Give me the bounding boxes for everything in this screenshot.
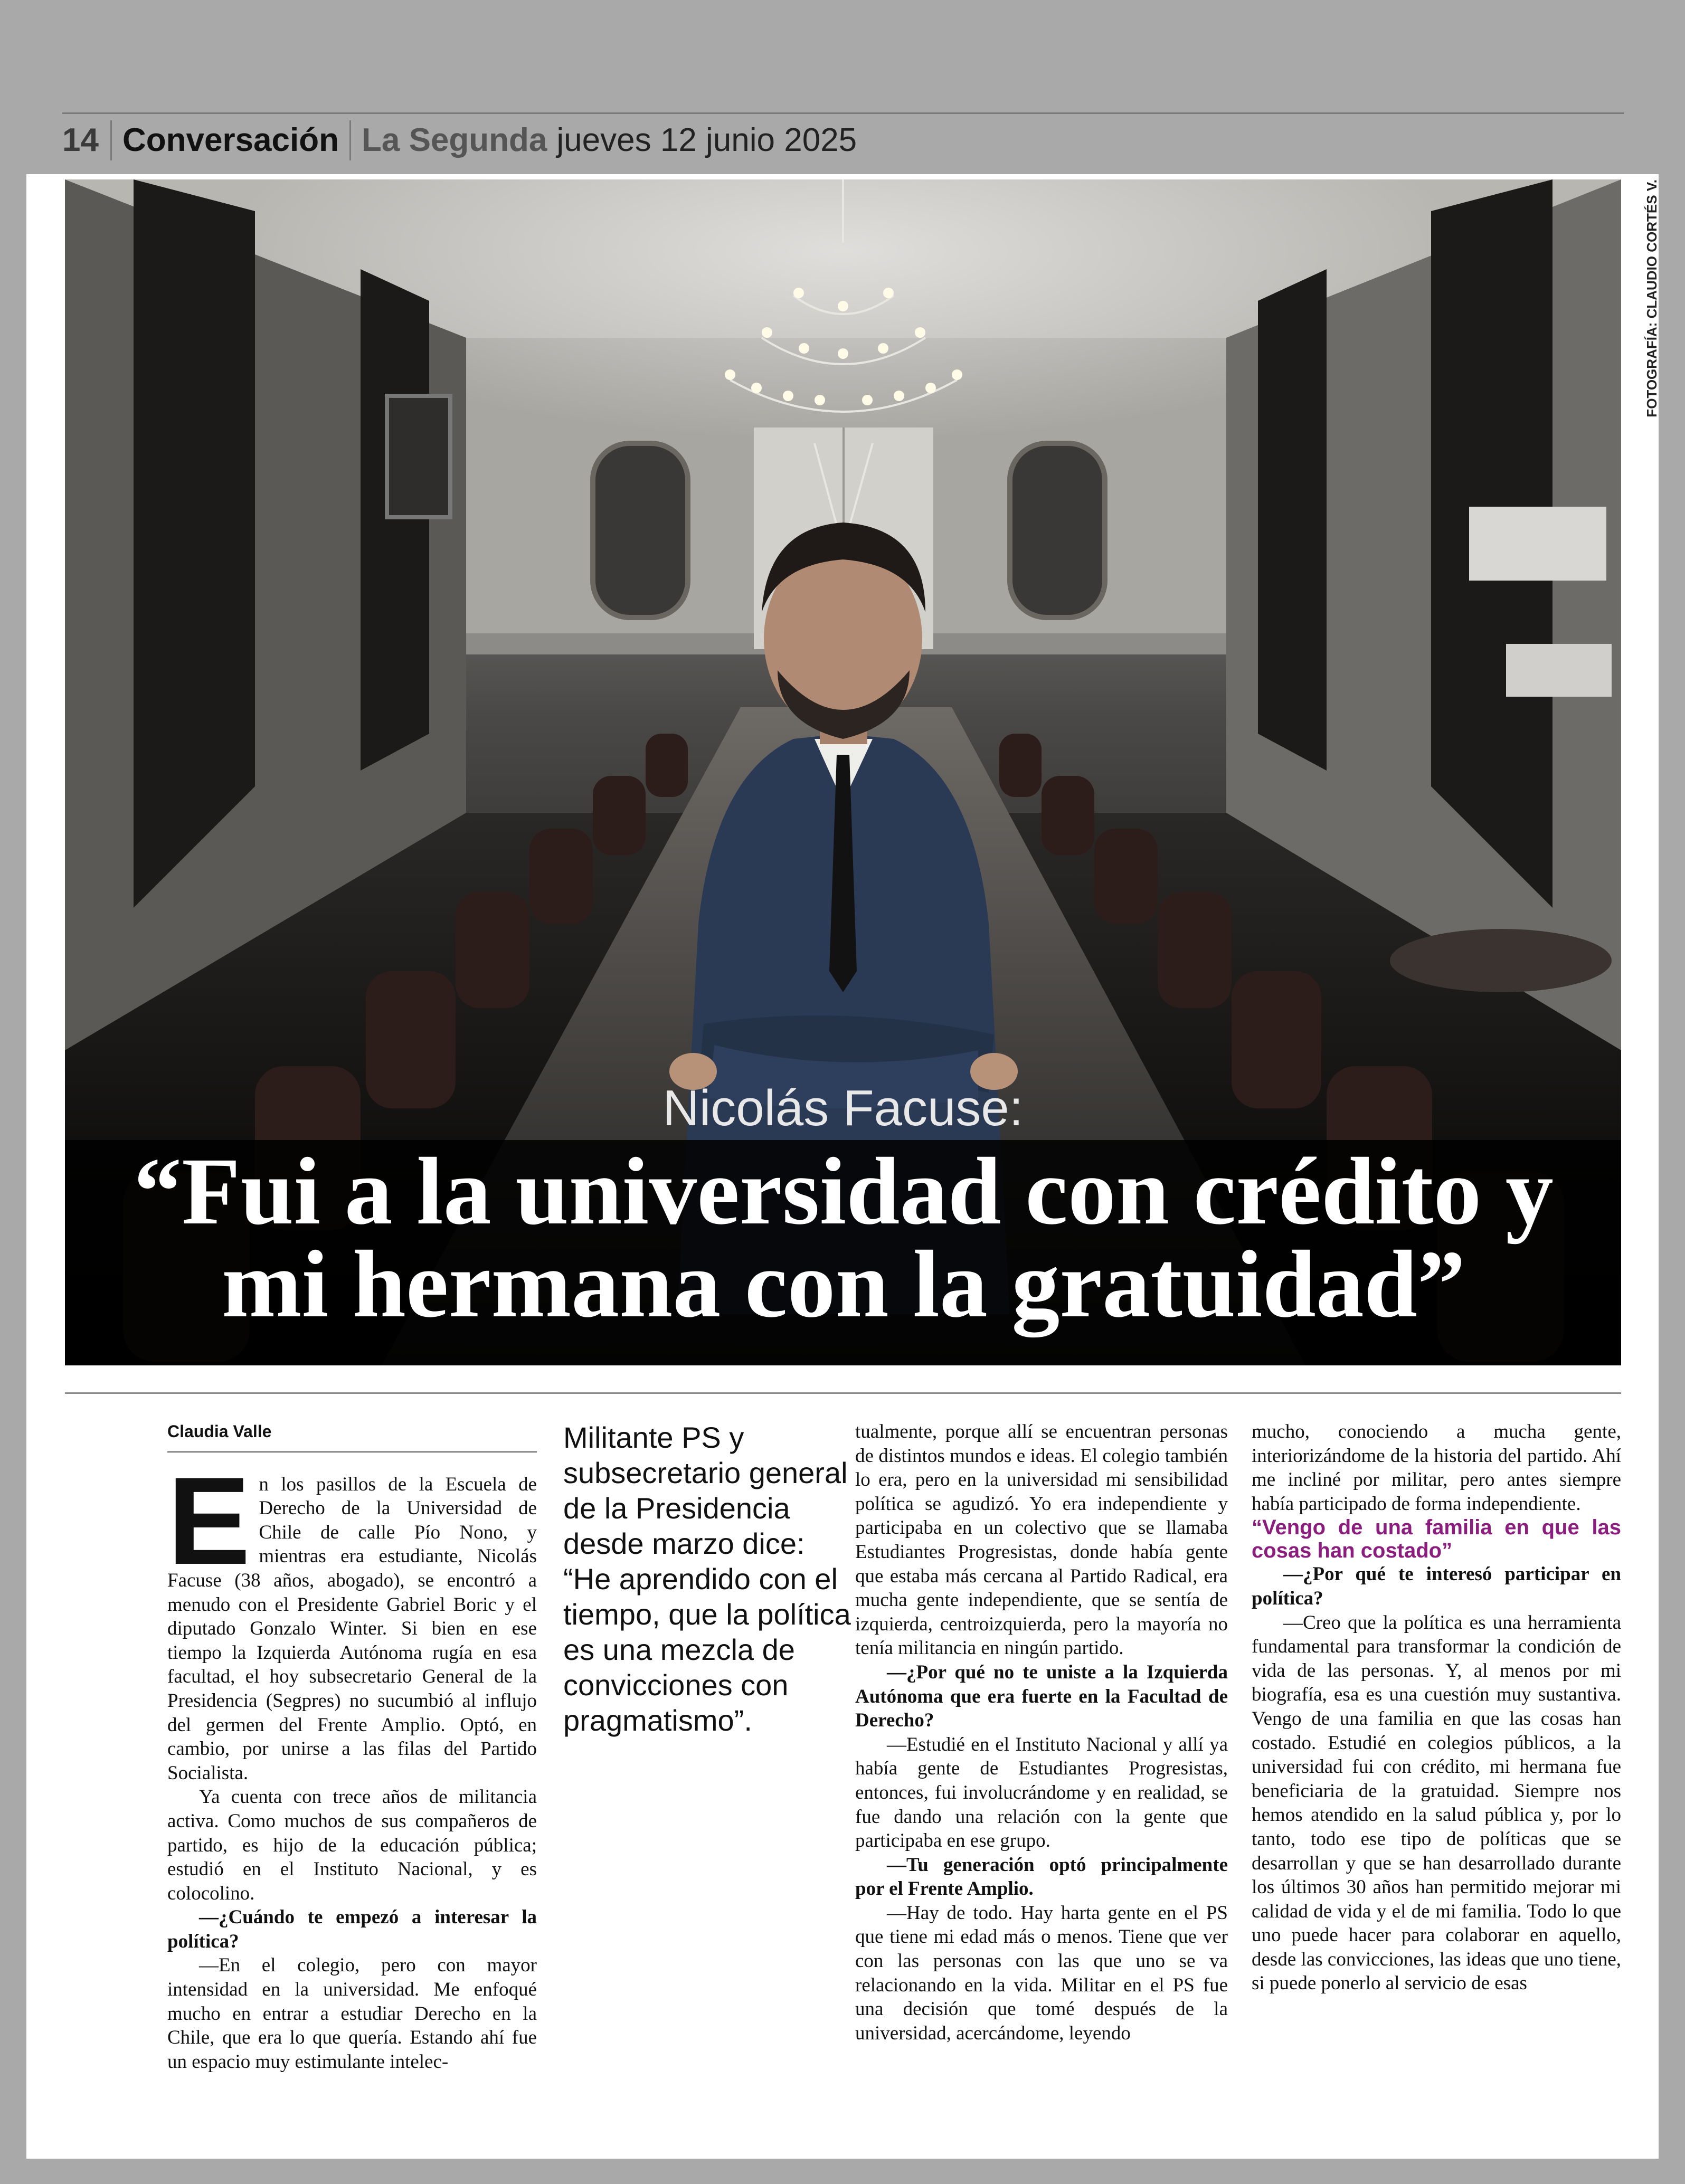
interview-question: —¿Por qué te interesó participar en política? [1252,1563,1621,1609]
article-column-3 [855,1420,1228,2045]
newspaper-name: La Segunda [362,122,547,158]
byline: Claudia Valle [167,1420,537,1452]
interview-question: —¿Por qué no te uniste a la Izquierda Autónoma que era fuerte en la Facultad de Derecho? [855,1661,1228,1732]
portrait-photo [65,179,1621,1365]
pull-quote: Militante PS y subsecretario general de la Presidencia desde marzo dice: “He aprendido con el tiempo, que la política es una mezcla de convicciones con pragmatismo”. [563,1421,851,1737]
section-name: Conversación [112,120,351,160]
interview-question: —Tu generación optó principalmente por el Frente Amplio. [855,1854,1228,1900]
header-rule [62,112,1624,114]
article-headline: “Fui a la universidad con crédito y mi hermana con la gratuidad” [134,1138,1554,1337]
photo-credit [1641,179,1662,454]
paragraph: —En el colegio, pero con mayor intensidad en la universidad. Me enfoqué mucho en entrar a estudiar Derecho en la Chile, que era lo que quería. Estando ahí fue un espacio muy estimulante intelec- [167,1954,537,2073]
issue-date: jueves 12 junio 2025 [556,122,857,158]
paragraph: tualmente, porque allí se encuentran personas de distintos mundos e ideas. El colegio también lo era, pero en la universidad mi sensibilidad política se agudizó. Yo era independiente y participaba en un colectivo que se llamaba Estudiantes Progresistas, donde había gente que estaba más cercana al Partido Radical, era mucha gente independiente, que se sentía de izquierda, centroizquierda, pero la mayoría no tenía militancia en ningún partido. [855,1421,1228,1659]
drop-cap: E [167,1451,251,1591]
interview-question: —¿Cuándo te empezó a interesar la política? [167,1906,537,1952]
paragraph: —Creo que la política es una herramienta fundamental para transformar la condición de vida de las personas. Y, al menos por mi biografía, esa es una cuestión muy sustantiva. Vengo de una familia en que las cosas han costado. Estudié en colegios públicos, a la universidad fui con crédito, mi hermana fue beneficiaria de la gratuidad. Siempre nos hemos atendido en la salud pública y, por lo tanto, todo ese tipo de políticas que se desarrollan y que se han desarrollado durante los últimos 30 años han permitido mejorar mi calidad de vida y el de mi familia. Todo lo que uno puede hacer para colaborar en aquello, desde las convicciones, las ideas que uno tiene, si puede ponerlo al servicio de esas [1252,1611,1621,1995]
paragraph: Ya cuenta con trece años de militancia activa. Como muchos de sus compañeros de partido, es hijo de la educación pública; estudió en el Instituto Nacional, y es colocolino. [167,1786,537,1904]
article-column-4 [1252,1420,1621,1996]
article-subhead: “Vengo de una familia en que las cosas han costado” [1252,1516,1621,1563]
article-kicker: Nicolás Facuse: [662,1080,1024,1136]
lead-paragraph [167,1451,537,1786]
newspaper-page [26,174,1659,2159]
page-number: 14 [62,120,112,160]
article-column-1 [167,1420,537,2074]
photo-credit-text: FOTOGRAFÍA: CLAUDIO CORTÉS V. [1644,179,1660,417]
section-divider [65,1392,1621,1394]
lead-text: n los pasillos de la Escuela de Derecho de la Universidad de Chile de calle Pío Nono, y mientras era estudiante, Nicolás Facuse (38 años, abogado), se encontró a menudo con el Presidente Gabriel Boric y el diputado Gonzalo Winter. Si bien en ese tiempo la Izquierda Autónoma rugía en esa facultad, el hoy subsecretario General de la Presidencia (Segpres) no sucumbió al influjo del germen del Frente Amplio. Optó, en cambio, por unirse a las filas del Partido Socialista. [167,1473,537,1784]
paragraph: —Hay de todo. Hay harta gente en el PS que tiene mi edad más o menos. Tiene que ver con las personas con las que uno se va relacionando en la vida. Militar en el PS fue una decisión que tomé después de la universidad, acercándome, leyendo [855,1902,1228,2044]
paragraph: —Estudié en el Instituto Nacional y allí ya había gente de Estudiantes Progresistas, entonces, fui involucrándome y en realidad, se fue dando una relación con la gente que participaba en ese grupo. [855,1733,1228,1852]
page-header [62,119,857,162]
paragraph: mucho, conociendo a mucha gente, interiorizándome de la historia del partido. Ahí me incliné por militar, pero antes siempre había participado de forma independiente. [1252,1421,1621,1515]
